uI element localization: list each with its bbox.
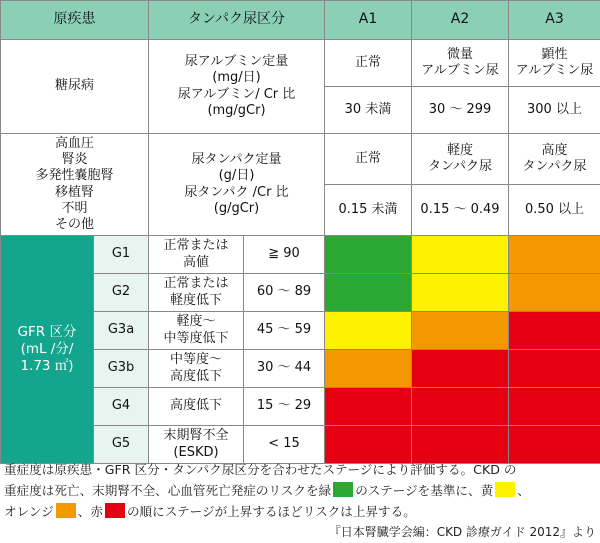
desc-line: 正常または — [163, 238, 228, 253]
footnote-text: のステージを基準に、黄 — [355, 483, 493, 498]
label-line: 1.73 ㎡) — [20, 358, 73, 374]
label-line: アルブミン尿 — [516, 63, 593, 78]
risk-cell — [412, 274, 509, 312]
gfr-stage: G2 — [94, 274, 149, 312]
risk-cell — [412, 236, 509, 274]
gfr-description — [149, 236, 244, 274]
footnote — [4, 459, 598, 543]
diabetes-a2-value: 30 〜 299 — [412, 87, 509, 134]
desc-line: 高度低下 — [170, 369, 222, 384]
label-line: GFR 区分 — [18, 324, 77, 340]
header-disease: 原疾患 — [1, 1, 149, 40]
other-disease-label — [1, 134, 149, 236]
risk-cell — [412, 426, 509, 464]
gfr-description — [149, 274, 244, 312]
gfr-stage: G4 — [94, 388, 149, 426]
risk-cell — [325, 426, 412, 464]
diabetes-a1-label: 正常 — [325, 40, 412, 87]
footnote-text: 重症度は死亡、末期腎不全、心血管死亡発症のリスクを緑 — [4, 483, 331, 498]
gfr-description — [149, 388, 244, 426]
header-a3: A3 — [509, 1, 600, 40]
label-line: アルブミン尿 — [421, 63, 498, 78]
gfr-stage: G3a — [94, 312, 149, 350]
label-line: その他 — [55, 217, 94, 232]
diabetes-test-line: 尿アルブミン/ Cr 比 — [178, 87, 296, 102]
risk-cell — [325, 236, 412, 274]
other-test-line: 尿タンパク定量 — [191, 152, 281, 167]
risk-cell — [325, 350, 412, 388]
gfr-range: < 15 — [244, 426, 325, 464]
gfr-stage: G3b — [94, 350, 149, 388]
diabetes-label: 糖尿病 — [1, 40, 149, 134]
red-swatch — [105, 503, 125, 518]
gfr-description — [149, 350, 244, 388]
risk-cell — [325, 274, 412, 312]
risk-cell — [509, 312, 600, 350]
other-test-line: (g/gCr) — [214, 201, 259, 216]
desc-line: 高値 — [183, 255, 209, 270]
other-test — [149, 134, 325, 236]
other-a2-label — [412, 134, 509, 185]
diabetes-test — [149, 40, 325, 134]
gfr-stage: G5 — [94, 426, 149, 464]
other-a3-value: 0.50 以上 — [509, 185, 600, 236]
diabetes-test-line: 尿アルブミン定量 — [185, 54, 288, 69]
risk-cell — [509, 350, 600, 388]
desc-line: (ESKD) — [173, 445, 218, 460]
diabetes-a3-label — [509, 40, 600, 87]
diabetes-test-line: (mg/gCr) — [207, 103, 265, 118]
footnote-line — [4, 501, 598, 522]
label-line: 不明 — [61, 201, 87, 216]
risk-cell — [412, 388, 509, 426]
label-line: タンパク尿 — [522, 159, 586, 174]
other-a1-label: 正常 — [325, 134, 412, 185]
gfr-category-label — [1, 236, 94, 464]
header-a1: A1 — [325, 1, 412, 40]
label-line: タンパク尿 — [428, 159, 492, 174]
other-a2-value: 0.15 〜 0.49 — [412, 185, 509, 236]
desc-line: 正常または — [163, 276, 228, 291]
other-test-line: 尿タンパク /Cr 比 — [184, 185, 288, 200]
gfr-range: ≧ 90 — [244, 236, 325, 274]
label-line: 移植腎 — [55, 185, 94, 200]
gfr-range: 15 〜 29 — [244, 388, 325, 426]
diabetes-a2-label — [412, 40, 509, 87]
other-a1-value: 0.15 未満 — [325, 185, 412, 236]
label-line: 軽度 — [447, 143, 473, 158]
footnote-line: 重症度は原疾患・GFR 区分・タンパク尿区分を合わせたステージにより評価する。CKD の — [4, 459, 598, 480]
risk-cell — [412, 350, 509, 388]
gfr-description — [149, 312, 244, 350]
green-swatch — [333, 482, 353, 497]
gfr-range: 30 〜 44 — [244, 350, 325, 388]
label-line: 高度 — [541, 143, 567, 158]
risk-cell — [325, 312, 412, 350]
footnote-text: 、 — [517, 483, 530, 498]
risk-cell — [509, 388, 600, 426]
label-line: (mL /分/ — [21, 341, 74, 357]
orange-swatch — [56, 503, 76, 518]
label-line: 微量 — [447, 47, 473, 62]
diabetes-test-line: (mg/日) — [212, 70, 260, 85]
footnote-text: オレンジ — [4, 504, 54, 519]
desc-line: 末期腎不全 — [163, 428, 228, 443]
label-line: 多発性嚢胞腎 — [35, 168, 113, 183]
gfr-range: 45 〜 59 — [244, 312, 325, 350]
label-line: 腎炎 — [61, 152, 87, 167]
desc-line: 軽度〜 — [176, 314, 215, 329]
footnote-text: の順にステージが上昇するほどリスクは上昇する。 — [127, 504, 416, 519]
other-test-line: (g/日) — [219, 168, 255, 183]
gfr-description — [149, 426, 244, 464]
risk-cell — [325, 388, 412, 426]
gfr-stage: G1 — [94, 236, 149, 274]
label-line: 顕性 — [541, 47, 567, 62]
risk-cell — [509, 236, 600, 274]
other-a3-label — [509, 134, 600, 185]
desc-line: 中等度〜 — [170, 352, 222, 367]
source-citation: 『日本腎臓学会編：CKD 診療ガイド 2012』より — [4, 522, 598, 543]
desc-line: 軽度低下 — [170, 293, 222, 308]
risk-cell — [509, 426, 600, 464]
footnote-text: 、赤 — [78, 504, 103, 519]
diabetes-a3-value: 300 以上 — [509, 87, 600, 134]
header-proteinuria: タンパク尿区分 — [149, 1, 325, 40]
risk-cell — [412, 312, 509, 350]
desc-line: 中等度低下 — [163, 331, 228, 346]
yellow-swatch — [495, 482, 515, 497]
footnote-line — [4, 480, 598, 501]
risk-cell — [509, 274, 600, 312]
diabetes-a1-value: 30 未満 — [325, 87, 412, 134]
desc-line: 高度低下 — [170, 398, 222, 413]
label-line: 高血圧 — [55, 136, 94, 151]
header-a2: A2 — [412, 1, 509, 40]
gfr-range: 60 〜 89 — [244, 274, 325, 312]
